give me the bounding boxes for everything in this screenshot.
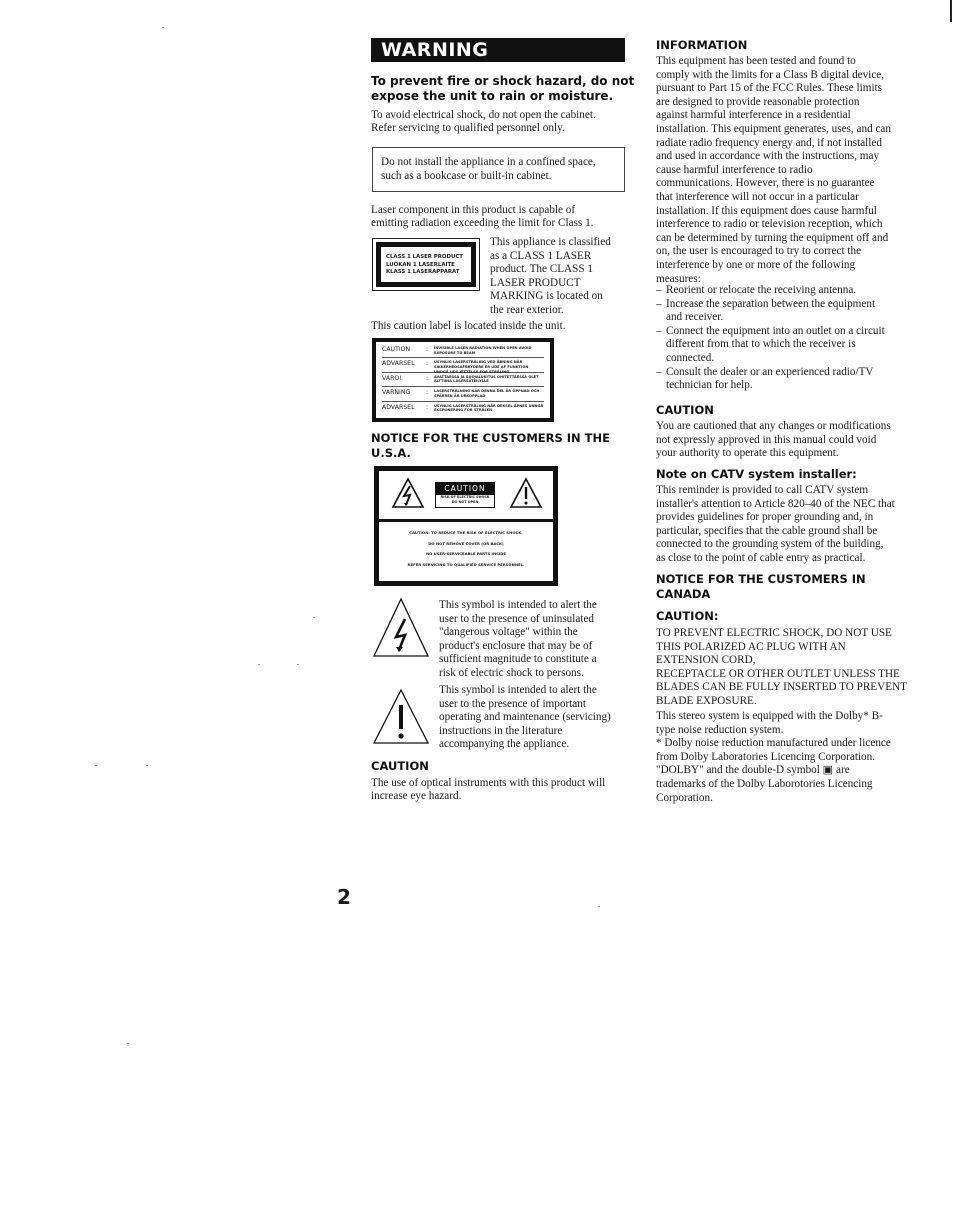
- catv-line: as close to the point of cable entry as practical.: [656, 551, 866, 564]
- exclaim-desc-line: user to the presence of important: [439, 697, 586, 710]
- install-box-line-1: Do not install the appliance in a confined space,: [381, 156, 596, 168]
- page-number: 2: [337, 885, 351, 909]
- catv-heading: Note on CATV system installer:: [656, 467, 857, 481]
- multilingual-caution-label: [372, 338, 554, 422]
- measure-line: Connect the equipment into an outlet on a circuit: [666, 324, 885, 337]
- scan-speck: [127, 1043, 129, 1044]
- info-line: pursuant to Part 15 of the FCC Rules. These limits: [656, 82, 883, 95]
- information-heading: INFORMATION: [656, 38, 748, 52]
- laser-text-line-1: Laser component in this product is capable of: [371, 204, 576, 216]
- class1-label-line: LUOKAN 1 LASERLAITE: [386, 261, 455, 268]
- caution-label-text: AVATTAESSA JA SUOJALUKITUS OHITETTAESSA OLET ALTTIINA LASERSÄTEILYLLE: [434, 374, 539, 384]
- caution-label-language: CAUTION: [382, 346, 411, 353]
- caution-label-language: VARNING: [382, 389, 411, 397]
- optical-caution-line-2: increase eye hazard.: [371, 790, 462, 802]
- voltage-desc-line: "dangerous voltage" within the: [439, 626, 578, 639]
- info-line: radiate radio frequency energy and, if not installed: [656, 136, 882, 149]
- caution-label-language: ADVARSEL: [382, 403, 415, 411]
- install-box-line-2: such as a bookcase or built-in cabinet.: [381, 169, 552, 182]
- caution-label-row: VARO! : AVATTAESSA JA SUOJALUKITUS OHITETTAESSA OLET ALTTIINA LASERSÄTEILYLLE: [382, 373, 544, 387]
- shock-text-line-2: Refer servicing to qualified personnel only.: [371, 122, 565, 134]
- catv-line: installer's attention to Article 820–40 of the NEC that: [656, 497, 895, 510]
- caution-electric-shock-sign: [374, 466, 558, 586]
- class1-laser-label: [372, 238, 480, 291]
- measure-item: [656, 325, 916, 366]
- sign-caption-box: [435, 482, 495, 508]
- class1-desc-line: This appliance is classified: [490, 236, 611, 248]
- sign-line: REFER SERVICING TO QUALIFIED SERVICE PERSONNEL.: [407, 561, 525, 567]
- canada-line: BLADES CAN BE FULLY INSERTED TO PREVENT: [656, 681, 907, 694]
- measure-dash: –: [656, 365, 662, 378]
- warning-banner: WARNING: [371, 38, 625, 62]
- canada-line: TO PREVENT ELECTRIC SHOCK, DO NOT USE: [656, 627, 892, 639]
- sign-caption-title: CAUTION: [436, 483, 494, 495]
- dangerous-voltage-icon: [372, 597, 430, 659]
- scan-speck: [146, 765, 148, 766]
- sign-line: NO USER-SERVICEABLE PARTS INSIDE: [425, 551, 507, 556]
- info-line: and used in accordance with the instructions, may: [656, 150, 880, 163]
- fire-heading-line-2: expose the unit to rain or moisture.: [371, 89, 614, 103]
- info-line: installation. This equipment generates, uses, and can: [656, 122, 891, 135]
- voltage-desc-line: product's enclosure that may be of: [439, 639, 593, 652]
- canada-line: BLADE EXPOSURE.: [656, 694, 757, 707]
- voltage-desc-line: risk of electric shock to persons.: [439, 666, 584, 679]
- caution-label-text: INVISIBLE LASER RADIATION WHEN OPEN AVOID EXPOSURE TO BEAM: [434, 346, 532, 355]
- info-line: can be determined by turning the equipment off and: [656, 231, 889, 244]
- canada-caution-body: [656, 627, 907, 709]
- measure-line: Reorient or relocate the receiving antenna.: [666, 284, 857, 296]
- measure-line: and receiver.: [666, 311, 724, 324]
- scan-speck: [297, 664, 299, 665]
- info-line: communications. However, there is no guarantee: [656, 177, 875, 190]
- scan-speck: [162, 27, 164, 28]
- dolby-line: Corporation.: [656, 791, 713, 804]
- sign-line: DO NOT REMOVE COVER (OR BACK): [428, 540, 504, 546]
- caution-label-row: ADVARSEL : USYNLIG LASERSTRÅLING VED ÅBNING NÅR SIKKERHEDSAFBRYDERE ER UDE AF FUNKTION UNDGÅ UDS ÆTTELSE FOR STRÅLING: [382, 358, 544, 372]
- info-line: are designed to provide reasonable protection: [656, 95, 860, 108]
- caution-label-row: CAUTION : INVISIBLE LASER RADIATION WHEN OPEN AVOID EXPOSURE TO BEAM: [382, 344, 544, 358]
- dolby-line: * Dolby noise reduction manufactured under licence: [656, 737, 891, 750]
- scan-speck: [313, 617, 315, 618]
- info-line: against harmful interference in a residential: [656, 109, 851, 122]
- info-line: interference by one or more of the following: [656, 258, 856, 271]
- exclaim-desc-line: operating and maintenance (servicing): [439, 711, 611, 724]
- exclamation-triangle-icon: [509, 477, 543, 509]
- canada-line: THIS POLARIZED AC PLUG WITH AN: [656, 640, 846, 653]
- voltage-symbol-description: [439, 599, 597, 681]
- caution-label-location-text: This caution label is located inside the unit.: [371, 320, 566, 332]
- optical-caution-heading: CAUTION: [371, 759, 429, 773]
- usa-notice-heading-line-2: U.S.A.: [371, 446, 411, 460]
- info-line: comply with the limits for a Class B digital device,: [656, 68, 885, 81]
- catv-body: [656, 484, 895, 566]
- measure-line: technician for help.: [666, 379, 753, 392]
- dolby-line: "DOLBY" and the double-D symbol ▣ are: [656, 764, 850, 777]
- canada-line: RECEPTACLE OR OTHER OUTLET UNLESS THE: [656, 667, 900, 680]
- canada-notice-heading-line-1: NOTICE FOR THE CUSTOMERS IN: [656, 572, 866, 586]
- dolby-line: type noise reduction system.: [656, 723, 784, 736]
- shock-text-line-1: To avoid electrical shock, do not open the cabinet.: [371, 109, 596, 121]
- class1-desc-line: as a CLASS 1 LASER: [490, 249, 592, 262]
- info-line: installation. If this equipment does cause harmful: [656, 204, 877, 217]
- dolby-line: from Dolby Laboratories Licencing Corporation.: [656, 750, 876, 763]
- canada-notice-heading-line-2: CANADA: [656, 587, 711, 601]
- catv-line: This reminder is provided to call CATV system: [656, 484, 869, 496]
- exclaim-desc-line: This symbol is intended to alert the: [439, 684, 597, 696]
- caution-line: not expressly approved in this manual could void: [656, 433, 877, 446]
- scan-speck: [95, 765, 97, 766]
- voltage-desc-line: sufficient magnitude to constitute a: [439, 653, 597, 666]
- measure-item: [656, 298, 916, 325]
- exclaim-desc-line: accompanying the appliance.: [439, 738, 570, 751]
- scan-edge-mark: [950, 0, 952, 22]
- scan-speck: [258, 664, 260, 665]
- information-body: [656, 55, 891, 286]
- exclaim-desc-line: instructions in the literature: [439, 724, 563, 737]
- info-line: interference to radio or television reception, which: [656, 218, 883, 231]
- measure-dash: –: [656, 284, 662, 296]
- voltage-desc-line: user to the presence of uninsulated: [439, 612, 595, 625]
- dolby-notice: [656, 710, 891, 805]
- measure-line: Increase the separation between the equipment: [666, 297, 876, 310]
- measure-dash: –: [656, 324, 662, 337]
- info-line: This equipment has been tested and found to: [656, 55, 856, 67]
- fcc-caution-body: [656, 420, 891, 461]
- measure-dash: –: [656, 297, 662, 310]
- important-instructions-icon: [372, 688, 430, 746]
- catv-line: provides guidelines for proper grounding and, in: [656, 511, 874, 524]
- measure-line: connected.: [666, 351, 715, 364]
- measures-list: [656, 284, 916, 393]
- caution-label-language: ADVARSEL: [382, 360, 415, 368]
- optical-caution-line-1: The use of optical instruments with this product will: [371, 777, 606, 789]
- caution-label-row: ADVARSEL : USYNLIG LASERSTRÅLING NÅR DEKSEL ÅPNES UNNGÅ EKSPONERING FOR STRÅLEN: [382, 403, 544, 413]
- sign-caption-line: DO NOT OPEN: [451, 500, 479, 504]
- info-line: measures:: [656, 272, 701, 285]
- catv-line: connected to the grounding system of the building,: [656, 538, 884, 551]
- dolby-line: trademarks of the Dolby Laborotories Licencing: [656, 777, 873, 790]
- class1-label-line: KLASS 1 LASERAPPARAT: [386, 269, 460, 275]
- fire-heading-line-1: To prevent fire or shock hazard, do not: [371, 74, 635, 88]
- laser-text-line-2: emitting radiation exceeding the limit for Class 1.: [371, 217, 594, 229]
- caution-line: You are cautioned that any changes or modifications: [656, 420, 891, 432]
- measure-item: [656, 284, 916, 298]
- canada-caution-heading: CAUTION:: [656, 609, 719, 623]
- class1-desc-line: the rear exterior.: [490, 303, 564, 316]
- caution-label-language: VARO!: [382, 374, 402, 382]
- class1-desc-line: product. The CLASS 1: [490, 263, 593, 276]
- info-line: cause harmful interference to radio: [656, 163, 813, 176]
- measure-line: different from that to which the receiver is: [666, 338, 856, 351]
- sign-caption-line: RISK OF ELECTRIC SHOCK: [440, 495, 490, 499]
- class1-desc-line: LASER PRODUCT: [490, 276, 581, 289]
- voltage-desc-line: This symbol is intended to alert the: [439, 599, 597, 611]
- caution-label-text: LASERSTRÅLNING NÄR DENNA DEL ÄR ÖPPNAD OCH SPÄRREN ÄR URKOPPLAD: [434, 389, 540, 398]
- install-warning-box: [372, 147, 625, 192]
- lightning-triangle-icon: [391, 477, 425, 509]
- sign-line: CAUTION: TO REDUCE THE RISK OF ELECTRIC SHOCK,: [409, 530, 523, 535]
- info-line: that interference will not occur in a particular: [656, 190, 859, 203]
- class1-label-line: CLASS 1 LASER PRODUCT: [386, 254, 463, 260]
- fcc-caution-heading: CAUTION: [656, 403, 714, 417]
- class1-description: [490, 236, 611, 318]
- caution-label-row: VARNING : LASERSTRÅLNING NÄR DENNA DEL ÄR ÖPPNAD OCH SPÄRREN ÄR URKOPPLAD: [382, 387, 544, 401]
- dolby-line: This stereo system is equipped with the Dolby* B-: [656, 710, 883, 722]
- canada-line: EXTENSION CORD,: [656, 654, 756, 667]
- measure-line: Consult the dealer or an experienced radio/TV: [666, 365, 874, 378]
- caution-label-text: USYNLIG LASERSTRÅLING NÅR DEKSEL ÅPNES UNNGÅ EKSPONERING FOR STRÅLEN: [434, 403, 544, 413]
- usa-notice-heading-line-1: NOTICE FOR THE CUSTOMERS IN THE: [371, 431, 610, 445]
- class1-desc-line: MARKING is located on: [490, 290, 603, 303]
- measure-item: [656, 366, 916, 393]
- catv-line: particular, specifies that the cable ground shall be: [656, 524, 878, 537]
- info-line: on, the user is encouraged to try to correct the: [656, 245, 862, 258]
- scan-speck: [598, 906, 600, 907]
- exclamation-symbol-description: [439, 684, 611, 752]
- caution-line: your authority to operate this equipment.: [656, 447, 839, 460]
- caution-label-text: USYNLIG LASERSTRÅLING VED ÅBNING NÅR SIKKERHEDSAFBRYDERE ER UDE AF FUNKTION UNDGÅ UDS ÆTTELSE FOR STRÅLING: [434, 360, 529, 374]
